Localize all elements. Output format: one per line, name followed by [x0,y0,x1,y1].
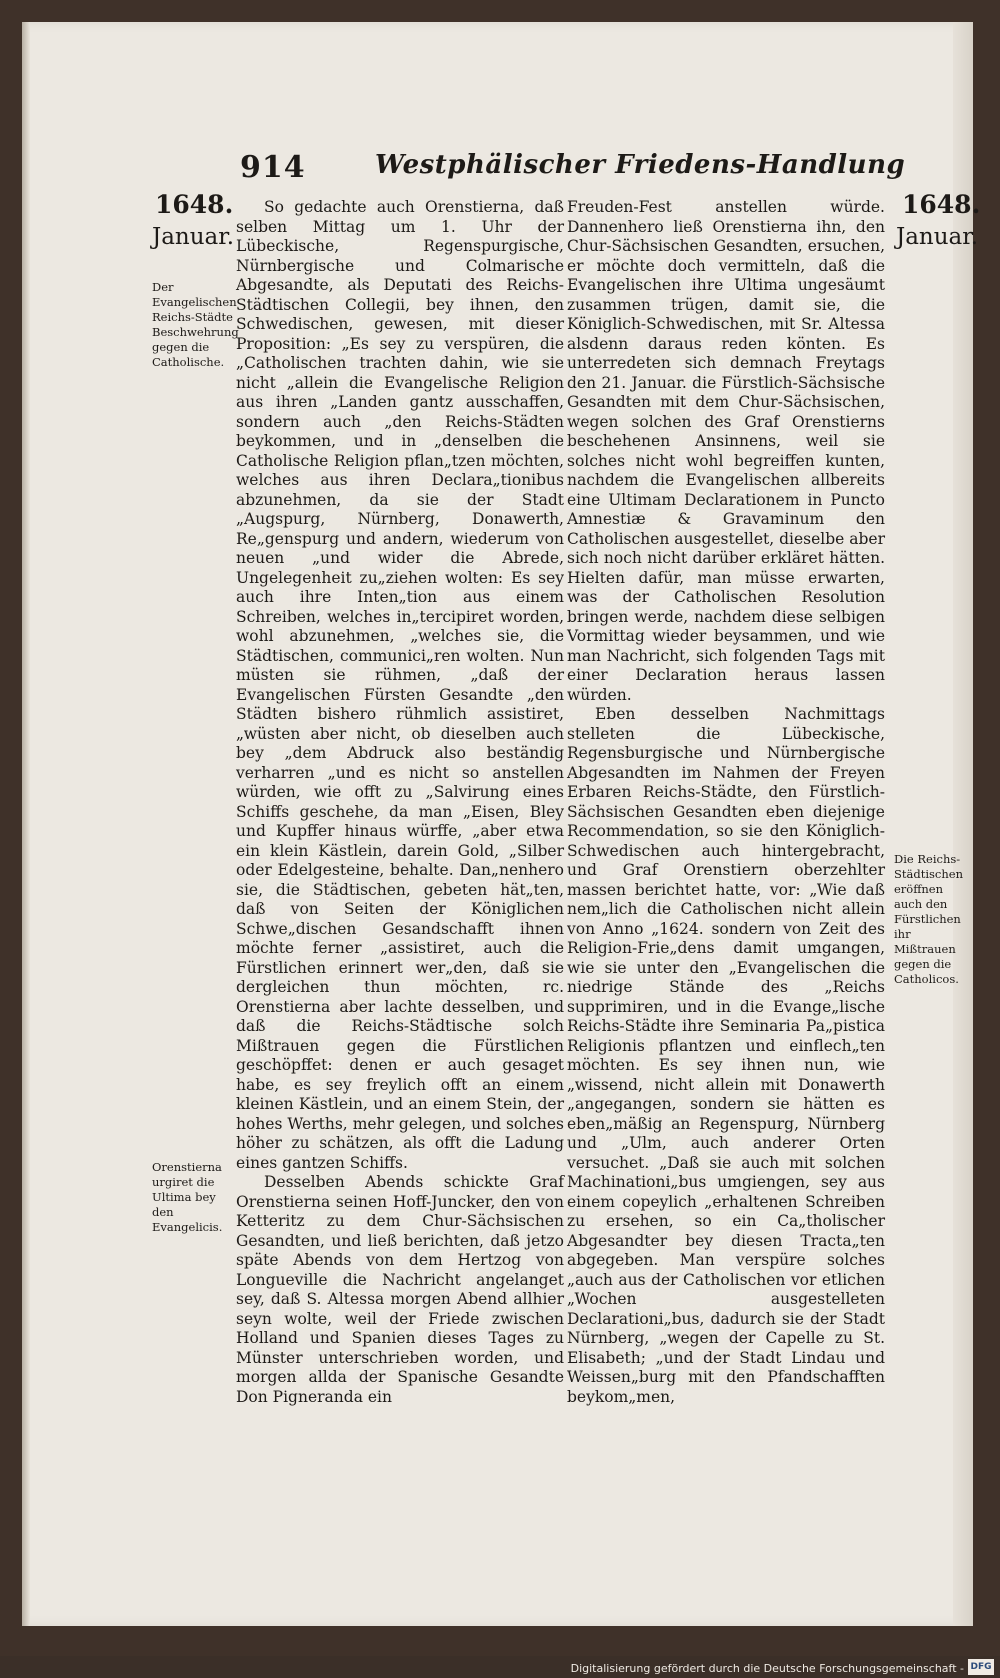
page-number: 914 [240,150,306,185]
month-right: Januar. [896,224,979,250]
paragraph: Eben desselben Nachmittags stelleten die Lübeckische, Regensburgische und Nürnbergische Abgesandten im Nahmen der Freyen Erbaren Reichs-Städte, den Fürstlich-Sächsischen Gesandten eben diejenige Recommendation, so sie den Königlich-Schwedischen auch hintergebracht, und Graf Orenstiern oberzehlter massen berichtet hatte, vor: „Wie daß nem„lich die Catholischen nicht allein von Anno „1624. sondern von Zeit des Religion-Frie„dens damit umgangen, wie sie unter den „Evangelischen die niedrige Stände des „Reichs supprimiren, und in die Evange„lische Reichs-Städte ihre Seminaria Pa„pistica Religionis pflantzen und einflech„ten möchten. Es sey ihnen nun, wie „wissend, nicht allein mit Donawerth „angegangen, sondern sie hätten es eben„mäßig an Regenspurg, Nürnberg und „Ulm, auch anderer Orten versuchet. „Daß sie auch mit solchen Machinationi„bus umgiengen, sey aus einem copeylich „erhaltenen Schreiben zu ersehen, so ein Ca„tholischer Abgesandter bey diesen Tracta„ten abgegeben. Man verspüre solches „auch aus der Catholischen vor etlichen „Wochen ausgestelleten Declarationi„bus, dadurch sie der Stadt Nürnberg, „wegen der Capelle zu St. Elisabeth; „und der Stadt Lindau und Weissen„burg mit den Pfandschafften beykom„men, [567,705,885,1406]
paragraph: Desselben Abends schickte Graf Orenstierna seinen Hoff-Juncker, den von Ketteritz zu dem Chur-Sächsischen Gesandten, und ließ berichten, daß jetzo späte Abends von dem Hertzog von Longueville die Nachricht angelanget sey, daß S. Altessa morgen Abend allhier seyn wolte, weil der Friede zwischen Holland und Spanien dieses Tages zu Münster unterschrieben worden, und morgen allda der Spanische Gesandte Don Pigneranda ein [236,1173,564,1406]
text-column-right [567,198,885,1407]
margin-note-right: Die Reichs-Städtischen eröffnen auch den Fürstlichen ihr Mißtrauen gegen die Catholicos. [894,852,963,986]
year-right: 1648. [902,190,981,219]
paragraph: So gedachte auch Orenstierna, daß selben Mittag um 1. Uhr der Lübeckische, Regenspurgische, Nürnbergische und Colmarische Abgesandte, als Deputati des Reichs-Städtischen Collegii, bey ihnen, den Schwedischen, gewesen, mit dieser Proposition: „Es sey zu verspüren, die „Catholischen trachten dahin, wie sie nicht „allein die Evangelische Religion aus ihren „Landen gantz ausschaffen, sondern auch „den Reichs-Städten beykommen, und in „denselben die Catholische Religion pflan„tzen möchten, welches aus ihren Declara„tionibus abzunehmen, da sie der Stadt „Augspurg, Nürnberg, Donawerth, Re„genspurg und andern, wiederum von neuen „und wider die Abrede, Ungelegenheit zu„ziehen wolten: Es sey auch ihre Inten„tion aus einem Schreiben, welches in„tercipiret worden, wohl abzunehmen, „welches sie, die Städtischen, communici„ren wolten. Nun müsten sie rühmen, „daß der Evangelischen Fürsten Gesandte „den Städten bishero rühmlich assistiret, „wüsten aber nicht, ob dieselben auch bey „dem Abdruck also beständig verharren „und es nicht so anstellen würden, wie offt zu „Salvirung eines Schiffs geschehe, da man „Eisen, Bley und Kupffer hinaus würffe, „aber etwa ein klein Kästlein, darein Gold, „Silber oder Edelgesteine, behalte. Dan„nenhero sie, die Städtischen, gebeten hät„ten, daß von Seiten der Königlichen Schwe„dischen Gesandschafft ihnen möchte ferner „assistiret, auch die Fürstlichen erinnert wer„den, daß sie dergleichen thun möchten, rc. Orenstierna aber lachte desselben, und daß die Reichs-Städtische solch Mißtrauen gegen die Fürstlichen geschöpffet: denen er auch gesaget habe, es sey freylich offt an einem kleinen Kästlein, und an einem Stein, der hohes Werths, mehr gelegen, und solches höher zu schätzen, als offt die Ladung eines gantzen Schiffs. [236,198,564,1172]
dfg-logo: DFG [968,1659,994,1675]
margin-note-left-2: Orenstierna urgiret die Ultima bey den Evangelicis. [152,1160,223,1234]
margin-note-left-1: Der Evangelischen Reichs-Städte Beschwehrung gegen die Catholische. [152,280,239,369]
footer-bar [0,1656,1000,1678]
paragraph: Freuden-Fest anstellen würde. Dannenhero ließ Orenstierna ihn, den Chur-Sächsischen Gesandten, ersuchen, er möchte doch vermitteln, daß die Evangelischen ihre Ultima ungesäumt zusammen trügen, damit sie, die Königlich-Schwedischen, mit Sr. Altessa alsdenn daraus reden könten. Es unterredeten sich demnach Freytags den 21. Januar. die Fürstlich-Sächsische Gesandten mit dem Chur-Sächsischen, wegen solchen des Graf Orenstierns beschehenen Ansinnens, weil sie solches nicht wohl begreiffen kunten, nachdem die Evangelischen allbereits eine Ultimam Declarationem in Puncto Amnestiæ & Gravaminum den Catholischen ausgestellet, dieselbe aber sich noch nicht darüber erkläret hätten. Hielten dafür, man müsse erwarten, was der Catholischen Resolution bringen werde, nachdem diese selbigen Vormittag wieder beysammen, und wie man Nachricht, sich folgenden Tags mit einer Declaration heraus lassen würden. [567,198,885,704]
footer-credit: Digitalisierung gefördert durch die Deutsche Forschungsgemeinschaft - [570,1662,964,1675]
page-edge [953,22,973,1626]
text-column-left [236,198,564,1407]
year-left: 1648. [155,190,234,219]
page-gutter [22,22,30,1626]
running-head: Westphälischer Friedens-Handlung [375,150,906,180]
month-left: Januar. [152,224,235,250]
